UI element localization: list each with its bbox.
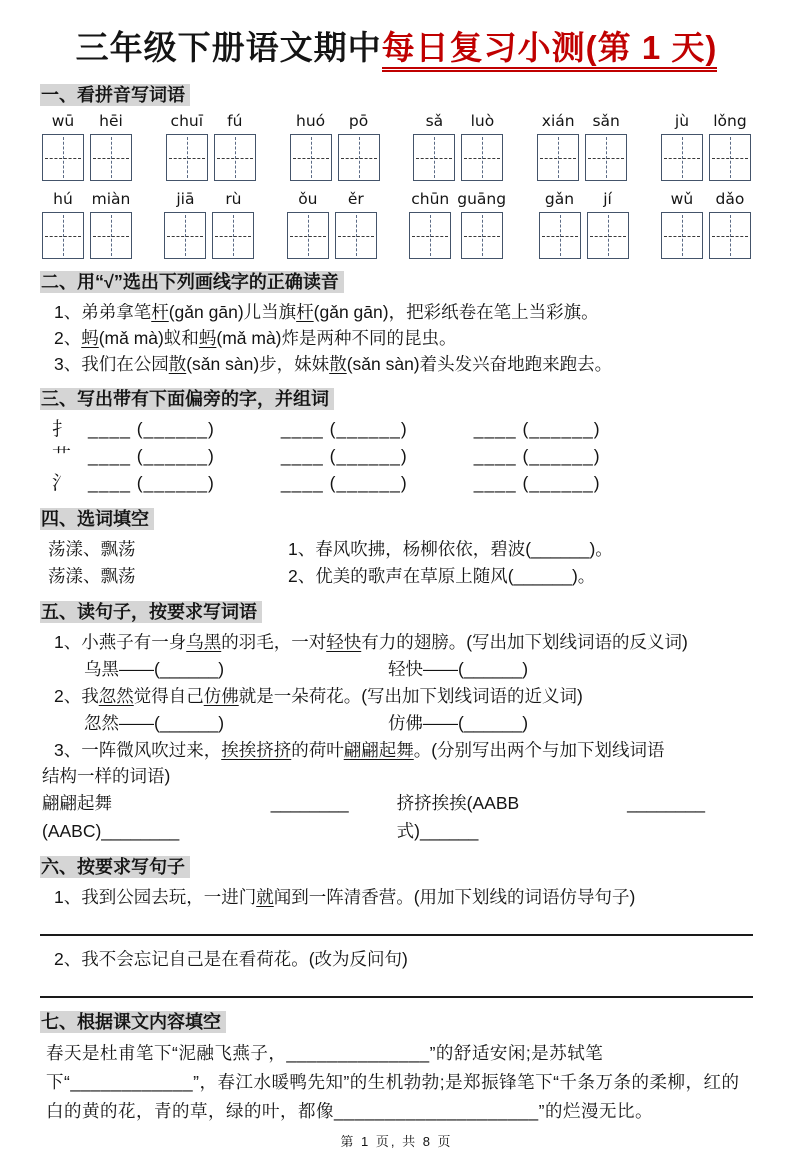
blank-slot: ____ (______): [473, 473, 601, 493]
pinyin-label: jù: [674, 112, 690, 130]
underlined-char: 蚂: [81, 328, 99, 348]
underlined-word: 仿佛: [203, 686, 239, 706]
pinyin-label: wǔ: [670, 190, 694, 208]
writing-box: [290, 134, 332, 181]
writing-box: [287, 212, 329, 259]
pinyin-label: jiā: [176, 190, 195, 208]
text-segment: 1、弟弟拿笔: [54, 302, 152, 322]
question-item: 2、我不会忘记自己是在看荷花。(改为反问句): [54, 949, 408, 969]
answer-line: [40, 910, 753, 936]
word-pair: [413, 112, 503, 181]
section-2: [40, 268, 753, 294]
radical-label: 扌: [52, 419, 72, 440]
pinyin-label: miàn: [91, 190, 131, 208]
radical-row: [40, 443, 753, 470]
writing-box: [587, 212, 629, 259]
writing-box: [335, 212, 377, 259]
answer-line: [40, 972, 753, 998]
text-segment: 的荷叶: [291, 740, 344, 760]
text-segment: (gǎn gān)，把彩纸卷在笔上当彩旗。: [313, 302, 599, 322]
question-item: [40, 351, 753, 377]
writing-box: [539, 212, 581, 259]
blank-slot: ____ (______): [88, 473, 215, 493]
pinyin-label: hú: [53, 190, 73, 208]
underlined-word: 轻快: [326, 632, 362, 652]
text-segment: (gǎn gān)儿当旗: [168, 302, 297, 322]
writing-box: [214, 134, 256, 181]
pinyin-label: pō: [348, 112, 369, 130]
answer-blank: 翩翩起舞(AABC)________: [42, 793, 180, 841]
radical-row: [40, 416, 753, 443]
underlined-char: 散: [329, 354, 347, 374]
pinyin-row-2: [42, 190, 751, 259]
answer-row: [40, 709, 753, 737]
blank-slot: ____ (______): [88, 419, 215, 439]
word-pair: [166, 112, 256, 181]
text-segment: 1、我到公园去玩，一进门: [54, 887, 257, 907]
fill-question: 2、优美的歌声在草原上随风(______)。: [288, 566, 596, 586]
word-pair: [539, 190, 629, 259]
answer-blank: 仿佛——(______): [388, 713, 529, 733]
blank-slot: ____ (______): [88, 446, 215, 466]
answer-blank: 挤挤挨挨(AABB 式)______: [396, 793, 520, 841]
underlined-word: 就: [256, 887, 274, 907]
word-pair: [42, 190, 132, 259]
writing-box: [709, 134, 751, 181]
question-continuation: 结构一样的词语): [42, 766, 171, 786]
section-3: [40, 385, 753, 411]
writing-box: [164, 212, 206, 259]
question-item: [40, 737, 753, 763]
writing-box: [212, 212, 254, 259]
text-segment: 就是一朵荷花。(写出加下划线词语的近义词): [238, 686, 583, 706]
text-segment: 。(分别写出两个与加下划线词语: [413, 740, 665, 760]
section-7: [40, 1008, 753, 1034]
answer-blank: ________: [627, 793, 705, 813]
answer-row: [40, 789, 753, 845]
pinyin-label: chūn: [411, 190, 450, 208]
writing-box: [661, 212, 703, 259]
pinyin-row-1: [42, 112, 751, 181]
pinyin-label: jí: [603, 190, 612, 208]
fill-in-passage: 春天是杜甫笔下“泥融飞燕子，______________”的舒适安闲;是苏轼笔下“____________”，春江水暖鸭先知”的生机勃勃;是郑振锋笔下“千条万条的柔柳，红的白的黄的花，青的草，绿的叶，都像____________________”的烂漫无比。: [46, 1043, 740, 1121]
title-main: 三年级下册语文期中: [75, 29, 382, 66]
word-pair: [409, 190, 506, 259]
writing-box: [709, 212, 751, 259]
choice-row: [40, 563, 753, 590]
blank-slot: ____ (______): [280, 473, 408, 493]
writing-box: [413, 134, 455, 181]
section-5: [40, 598, 753, 624]
writing-box: [537, 134, 579, 181]
text-segment: 1、小燕子有一身: [54, 632, 187, 652]
word-pair: [287, 190, 377, 259]
answer-blank: 轻快——(______): [388, 659, 529, 679]
text-segment: (sǎn sàn)着头发兴奋地跑来跑去。: [346, 354, 613, 374]
section-4-heading: 四、选词填空: [40, 508, 154, 530]
pinyin-label: dǎo: [715, 190, 745, 208]
pinyin-label: hēi: [99, 112, 123, 130]
writing-box: [42, 134, 84, 181]
text-segment: 闻到一阵清香营。(用加下划线的词语仿导句子): [273, 887, 636, 907]
text-segment: 的羽毛，一对: [221, 632, 327, 652]
section-7-heading: 七、根据课文内容填空: [40, 1011, 226, 1033]
underlined-word: 乌黑: [186, 632, 222, 652]
writing-box: [585, 134, 627, 181]
answer-blank: 乌黑——(______): [84, 659, 225, 679]
pinyin-label: sǎ: [425, 112, 444, 130]
word-pair: [661, 112, 751, 181]
text-segment: 有力的翅膀。(写出加下划线词语的反义词): [361, 632, 688, 652]
pinyin-label: wū: [51, 112, 75, 130]
section-6: [40, 853, 753, 879]
underlined-char: 杆: [151, 302, 169, 322]
writing-box: [90, 212, 132, 259]
question-item: [40, 299, 753, 325]
title-highlight: 每日复习小测(第 1 天): [382, 29, 718, 72]
pinyin-label: lǒng: [713, 112, 747, 130]
question-item: [40, 683, 753, 709]
section-3-heading: 三、写出带有下面偏旁的字，并组词: [40, 388, 334, 410]
word-pair: [537, 112, 627, 181]
question-item: [40, 884, 753, 910]
pinyin-label: gǎn: [544, 190, 575, 208]
text-segment: 2、: [54, 328, 82, 348]
text-segment: 3、一阵微风吹过来，: [54, 740, 222, 760]
text-segment: 觉得自己: [133, 686, 204, 706]
underlined-word: 翩翩起舞: [343, 740, 414, 760]
underlined-char: 散: [168, 354, 187, 374]
blank-slot: ____ (______): [280, 446, 408, 466]
underlined-char: 蚂: [198, 328, 217, 348]
writing-box: [42, 212, 84, 259]
radical-label: 氵: [52, 473, 72, 494]
word-pair: [42, 112, 132, 181]
writing-box: [461, 212, 503, 259]
writing-box: [461, 134, 503, 181]
fill-question: 1、春风吹拂，杨柳依依，碧波(______)。: [288, 539, 613, 559]
pinyin-label: xián: [541, 112, 575, 130]
page-footer: 第 1 页, 共 8 页: [340, 1134, 453, 1149]
pinyin-writing-grid: [40, 112, 753, 259]
choice-row: [40, 536, 753, 563]
pinyin-label: sǎn: [592, 112, 620, 130]
question-item: [40, 325, 753, 351]
pinyin-label: chuī: [170, 112, 204, 130]
section-2-heading: 二、用“√”选出下列画线字的正确读音: [40, 271, 344, 293]
section-4: [40, 505, 753, 531]
pinyin-label: huó: [296, 112, 326, 130]
radical-row: [40, 470, 753, 497]
blank-slot: ____ (______): [473, 446, 601, 466]
pinyin-label: fú: [227, 112, 243, 130]
text-segment: (mǎ mà)炸是两种不同的昆虫。: [216, 328, 457, 348]
section-1-heading: 一、看拼音写词语: [40, 84, 190, 106]
pinyin-label: ǒu: [298, 190, 318, 208]
text-segment: 2、我: [54, 686, 99, 706]
section-5-heading: 五、读句子，按要求写词语: [40, 601, 262, 623]
underlined-word: 挨挨挤挤: [221, 740, 292, 760]
blank-slot: ____ (______): [280, 419, 408, 439]
writing-box: [661, 134, 703, 181]
question-item: [40, 629, 753, 655]
blank-slot: ____ (______): [473, 419, 601, 439]
writing-box: [90, 134, 132, 181]
word-pair: [164, 190, 254, 259]
word-pair: [661, 190, 751, 259]
word-options: 荡漾、飘荡: [48, 539, 136, 559]
underlined-word: 忽然: [98, 686, 134, 706]
answer-blank: 忽然——(______): [84, 713, 225, 733]
text-segment: (sǎn sàn)步，妹妹: [186, 354, 330, 374]
answer-row: [40, 655, 753, 683]
section-1: [40, 81, 753, 107]
section-6-heading: 六、按要求写句子: [40, 856, 190, 878]
radical-label: 艹: [52, 446, 72, 467]
pinyin-label: rù: [225, 190, 242, 208]
writing-box: [338, 134, 380, 181]
page-title: [40, 22, 753, 69]
pinyin-label: luò: [470, 112, 495, 130]
word-options: 荡漾、飘荡: [48, 566, 136, 586]
word-pair: [290, 112, 380, 181]
writing-box: [409, 212, 451, 259]
pinyin-label: guāng: [457, 190, 507, 208]
answer-blank: ________: [270, 793, 349, 813]
writing-box: [166, 134, 208, 181]
underlined-char: 杆: [296, 302, 314, 322]
text-segment: (mǎ mà)蚁和: [98, 328, 199, 348]
text-segment: 3、我们在公园: [54, 354, 169, 374]
pinyin-label: ěr: [347, 190, 364, 208]
